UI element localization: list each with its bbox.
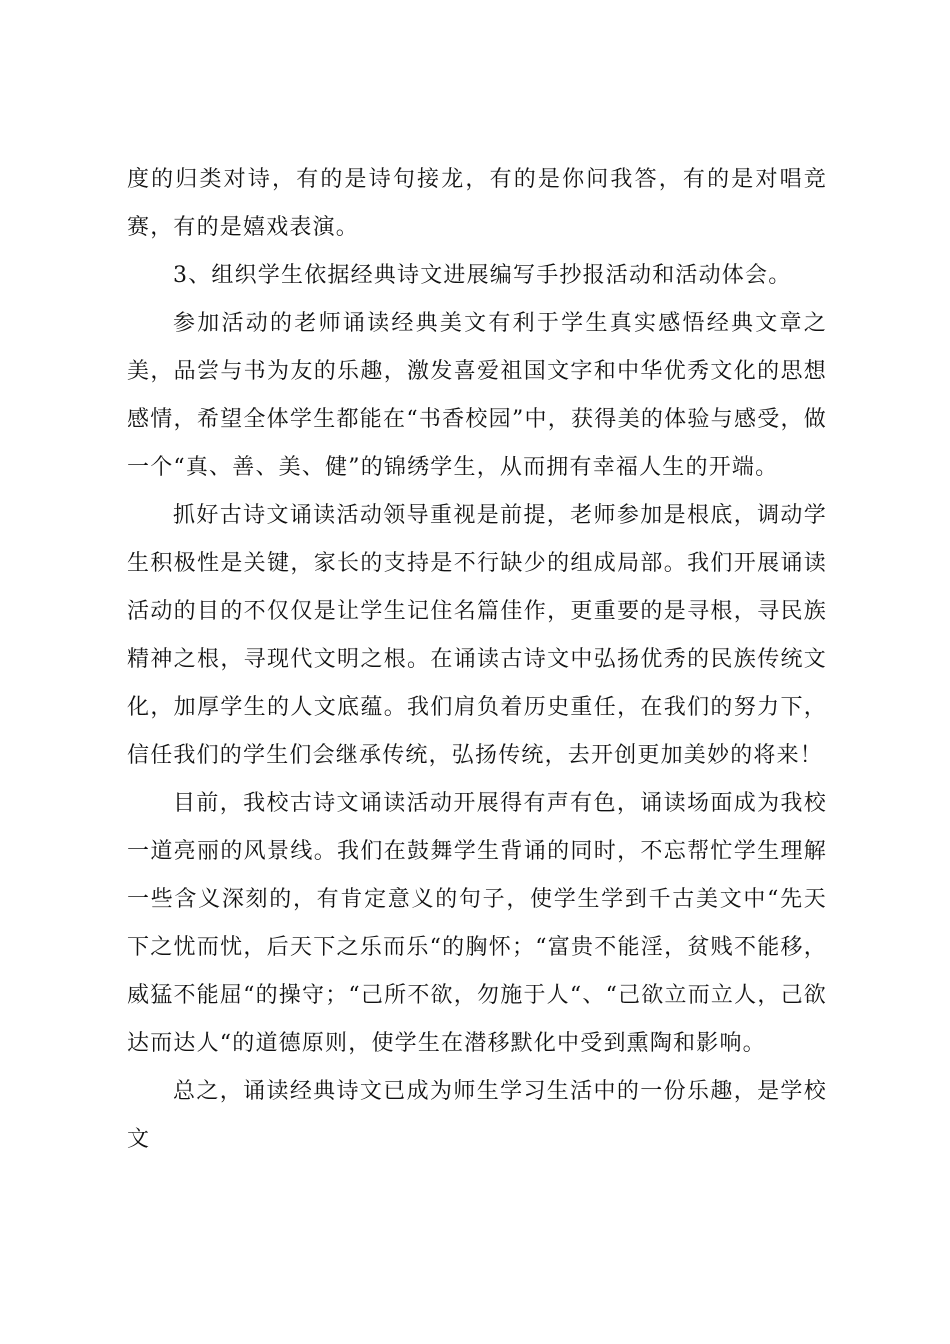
paragraph-reading-benefits: 参加活动的老师诵读经典美文有利于学生真实感悟经典文章之美，品尝与书为友的乐趣，激发喜爱祖国文字和中华优秀文化的思想感情，希望全体学生都能在“书香校园”中，获得美的体验与感受，做一个“真、善、美、健”的锦绣学生，从而拥有幸福人生的开端。 [127,311,827,480]
paragraph-continuation: 度的归类对诗，有的是诗句接龙，有的是你问我答，有的是对唱竞赛，有的是嬉戏表演。 [127,167,827,240]
paragraph-leadership: 抓好古诗文诵读活动领导重视是前提，老师参加是根底，调动学生积极性是关键，家长的支持是不行缺少的组成局部。我们开展诵读活动的目的不仅仅是让学生记住名篇佳作，更重要的是寻根，寻民族精神之根，寻现代文明之根。在诵读古诗文中弘扬优秀的民族传统文化，加厚学生的人文底蕴。我们肩负着历史重任，在我们的努力下，信任我们的学生们会继承传统，弘扬传统，去开创更加美妙的将来！ [127,503,827,768]
paragraph-current-status: 目前，我校古诗文诵读活动开展得有声有色，诵读场面成为我校一道亮丽的风景线。我们在鼓舞学生背诵的同时，不忘帮忙学生理解一些含义深刻的，有肯定意义的句子，使学生学到千古美文中“先天下之忧而忧，后天下之乐而乐“的胸怀；“富贵不能淫，贫贱不能移，威猛不能屈“的操守；“己所不欲，勿施于人“、“己欲立而立人，己欲达而达人“的道德原则，使学生在潜移默化中受到熏陶和影响。 [127,791,827,1056]
paragraph-item-3: 3、组织学生依据经典诗文进展编写手抄报活动和活动体会。 [173,263,792,288]
document-body [127,156,827,1164]
paragraph-summary: 总之，诵读经典诗文已成为师生学习生活中的一份乐趣，是学校文 [127,1079,827,1152]
